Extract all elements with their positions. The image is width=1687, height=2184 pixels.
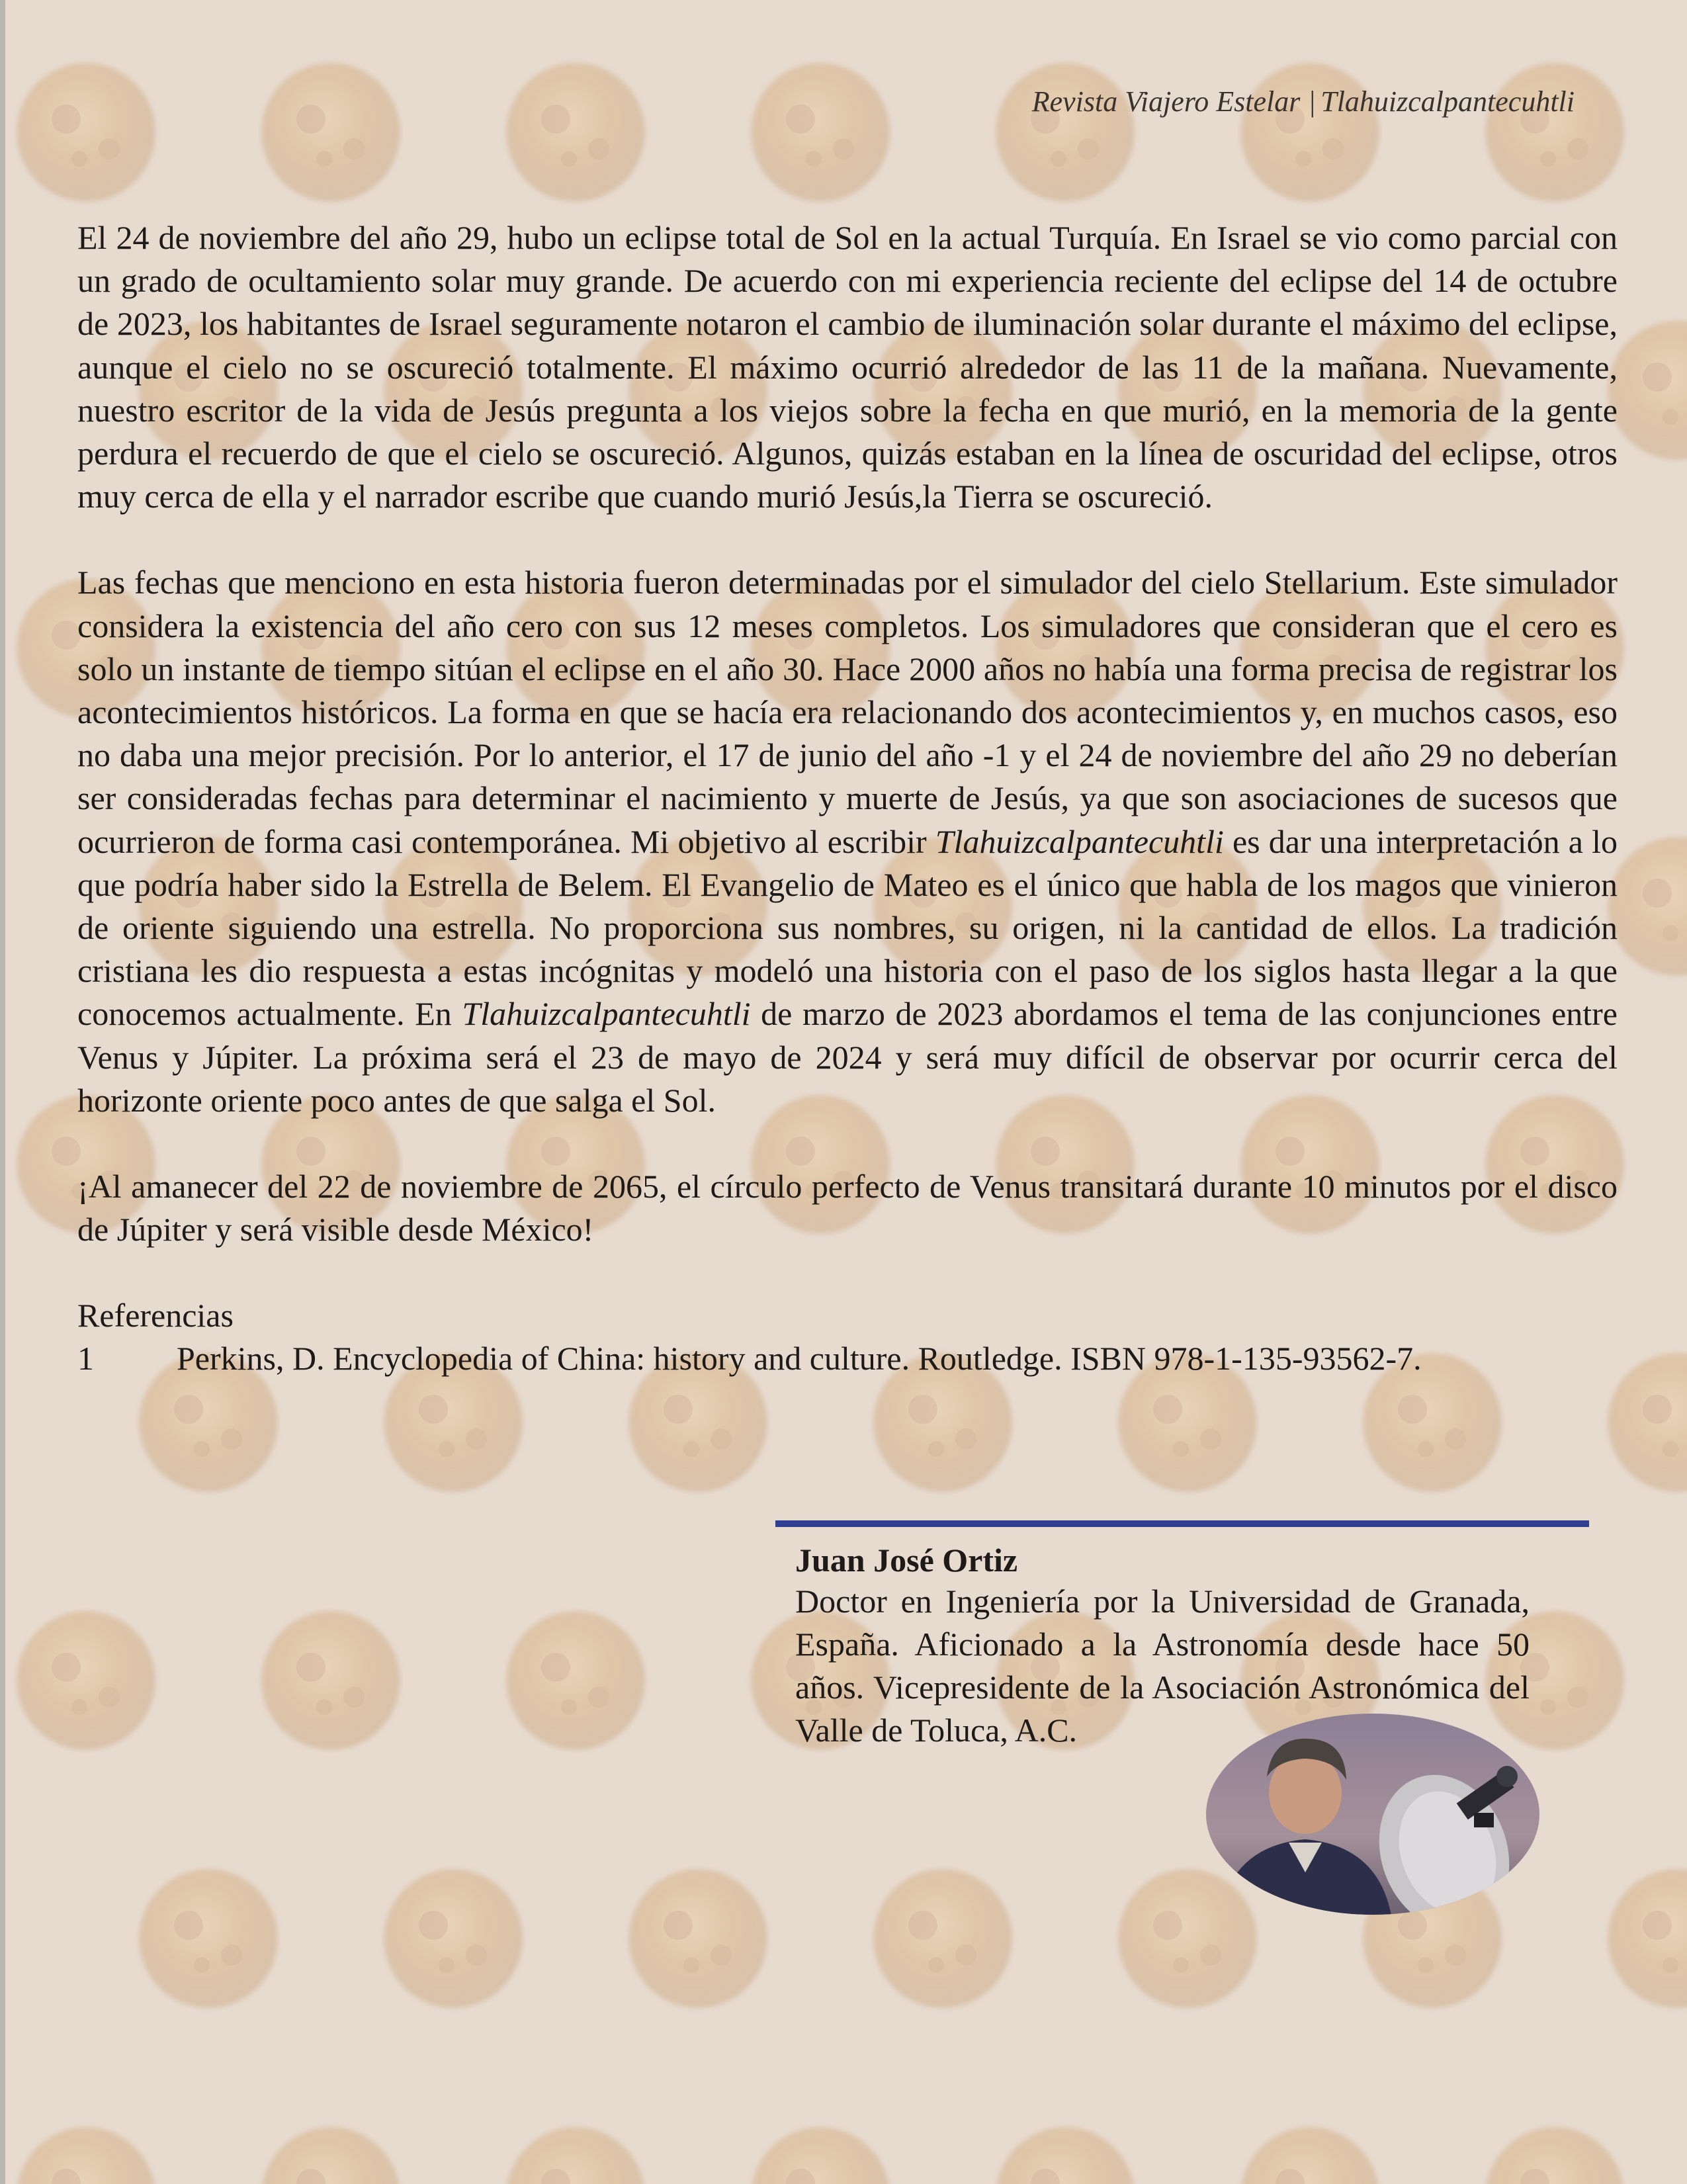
moon-pattern-circle	[1608, 321, 1687, 460]
references-heading: Referencias	[77, 1297, 234, 1334]
moon-pattern-circle	[261, 1611, 400, 1750]
moon-pattern-circle	[628, 1869, 767, 2008]
moon-pattern-circle	[1485, 63, 1624, 202]
moon-pattern-circle	[261, 2127, 400, 2184]
running-header	[1032, 85, 1575, 118]
paragraph-eclipse-29: El 24 de noviembre del año 29, hubo un eclipse total de Sol en la actual Turquía. En Israel se vio como parcial con un grado de ocultamiento solar muy grande. De acuerdo con mi experiencia reciente del eclipse del 14 de octubre de 2023, los habitantes de Israel seguramente notaron el cambio de iluminación solar durante el máximo del eclipse, aunque el cielo no se oscureció totalmente. El máximo ocurrió alrededor de las 11 de la mañana. Nuevamente, nuestro escritor de la vida de Jesús pregunta a los viejos sobre la fecha en que murió, en la memoria de la gente perdura el recuerdo de que el cielo se oscureció. Algunos, quizás estaban en la línea de oscuridad del eclipse, otros muy cerca de ella y el narrador escribe que cuando murió Jesús,la Tierra se oscureció.	[77, 219, 1618, 515]
moon-pattern-circle	[873, 1869, 1012, 2008]
moon-pattern-circle	[1240, 2127, 1379, 2184]
magazine-name: Revista Viajero Estelar	[1031, 85, 1301, 118]
moon-pattern-circle	[751, 2127, 890, 2184]
moon-pattern-circle	[506, 2127, 645, 2184]
paragraph-stellarium-dates: Las fechas que menciono en esta historia fueron determinadas por el simulador del cielo Stellarium. Este simulador considera la existencia del año cero con sus 12 meses completos. Los simuladores que consideran que el cero es solo un instante de tiempo sitúan el eclipse en el año 30. Hace 2000 años no había una forma precisa de registrar los acontecimientos históricos. La forma en que se hacía era relacionando dos acontecimientos y, en muchos casos, eso no daba una mejor precisión. Por lo anterior, el 17 de junio del año -1 y el 24 de noviembre del año 29 no deberían ser consideradas fechas para determinar el nacimiento y muerte de Jesús, ya que son asociaciones de sucesos que ocurrieron de forma casi contemporánea. Mi objetivo al escribir Tlahuizcalpantecuhtli es dar una interpretación a lo que podría haber sido la Estrella de Belem. El Evangelio de Mateo es el único que habla de los magos que vinieron de oriente siguiendo una estrella. No proporciona sus nombres, su origen, ni la cantidad de ellos. La tradición cristiana les dio respuesta a estas incógnitas y modeló una historia con el paso de los siglos hasta llegar a la que conocemos actualmente. En Tlahuizcalpantecuhtli de marzo de 2023 abordamos el tema de las conjunciones entre Venus y Júpiter. La próxima será el 23 de mayo de 2024 y será muy difícil de observar por ocurrir cerca del horizonte oriente poco antes de que salga el Sol.	[77, 564, 1618, 1119]
moon-pattern-circle	[17, 2127, 155, 2184]
moon-pattern-circle	[506, 1611, 645, 1750]
author-bio: Doctor en Ingeniería por la Universidad de Granada, España. Aficionado a la Astronomía desde hace 50 años. Vicepresidente de la Asociación Astronómica del Valle de Toluca, A.C.	[795, 1583, 1530, 1749]
moon-pattern-circle	[1485, 2127, 1624, 2184]
header-separator: |	[1309, 85, 1316, 118]
italic-title-1: Tlahuizcalpantecuhtli	[935, 822, 1224, 860]
italic-title-2: Tlahuizcalpantecuhtli	[462, 995, 751, 1033]
moon-pattern-circle	[1608, 1869, 1687, 2008]
moon-pattern-circle	[996, 63, 1135, 202]
reference-text: Perkins, D. Encyclopedia of China: history and culture. Routledge. ISBN 978-1-135-93562-7.	[177, 1340, 1422, 1377]
moon-pattern-circle	[751, 63, 890, 202]
article-body	[77, 216, 1618, 1380]
moon-pattern-circle	[1608, 1353, 1687, 1492]
magazine-title: Tlahuizcalpantecuhtli	[1320, 85, 1575, 118]
author-name: Juan José Ortiz	[795, 1542, 1018, 1579]
moon-pattern-circle	[139, 1869, 278, 2008]
author-divider	[775, 1520, 1589, 1527]
moon-pattern-circle	[384, 1869, 523, 2008]
moon-pattern-circle	[261, 63, 400, 202]
author-photo	[1206, 1714, 1540, 1915]
moon-pattern-circle	[17, 63, 155, 202]
moon-pattern-circle	[17, 1611, 155, 1750]
reference-number: 1	[77, 1340, 94, 1377]
reference-item	[77, 1337, 1618, 1380]
moon-pattern-circle	[1608, 837, 1687, 976]
moon-pattern-circle	[506, 63, 645, 202]
paragraph-venus-jupiter-2065: ¡Al amanecer del 22 de noviembre de 2065, el círculo perfecto de Venus transitará durante 10 minutos por el disco de Júpiter y será visible desde México!	[77, 1168, 1618, 1248]
moon-pattern-circle	[1240, 63, 1379, 202]
moon-pattern-circle	[996, 2127, 1135, 2184]
